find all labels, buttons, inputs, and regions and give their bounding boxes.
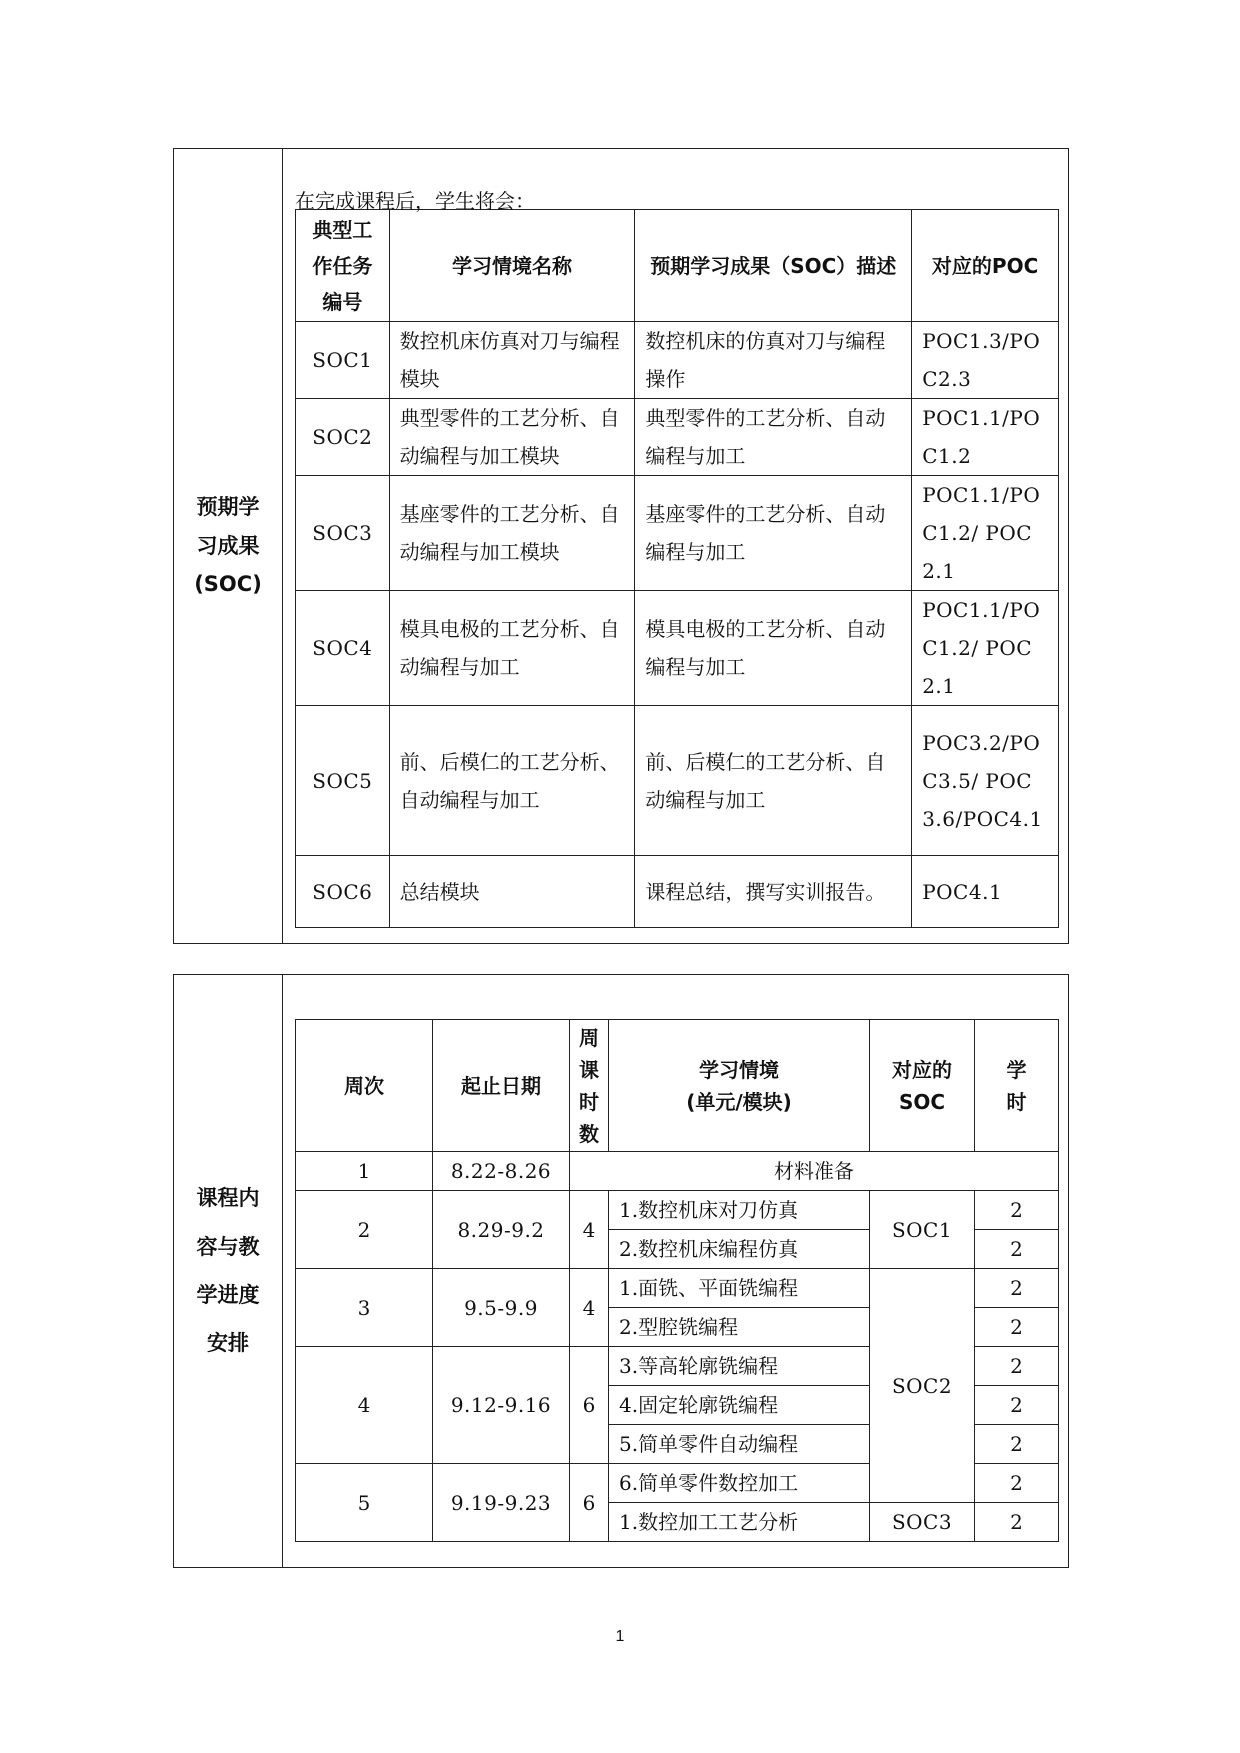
situation-cell: 1.面铣、平面铣编程 — [609, 1269, 870, 1308]
poc-cell: POC1.1/POC1.2/ POC2.1 — [912, 476, 1059, 591]
soc-side-label — [174, 149, 283, 944]
situation-cell: 3.等高轮廓铣编程 — [609, 1347, 870, 1386]
hours-cell: 2 — [975, 1347, 1059, 1386]
header-soc-desc: 预期学习成果（SOC）描述 — [635, 210, 912, 322]
situation-name-cell: 前、后模仁的工艺分析、自动编程与加工 — [389, 706, 635, 856]
poc-cell: POC1.1/POC1.2/ POC2.1 — [912, 591, 1059, 706]
schedule-outer-table — [173, 974, 1069, 1568]
situation-cell: 2.数控机床编程仿真 — [609, 1230, 870, 1269]
week-cell: 2 — [296, 1191, 433, 1269]
situation-cell: 6.简单零件数控加工 — [609, 1464, 870, 1503]
soc-row — [296, 322, 1059, 399]
schedule-table — [295, 1019, 1059, 1542]
dates-cell: 9.5-9.9 — [433, 1269, 570, 1347]
soc-desc-cell: 模具电极的工艺分析、自动编程与加工 — [635, 591, 912, 706]
situation-name-cell: 总结模块 — [389, 856, 635, 928]
side-label-line: (SOC) — [194, 572, 262, 597]
situation-cell: 5.简单零件自动编程 — [609, 1425, 870, 1464]
schedule-side-label — [174, 975, 283, 1568]
header-soc: 对应的 SOC — [870, 1020, 975, 1152]
situation-name-cell: 基座零件的工艺分析、自动编程与加工模块 — [389, 476, 635, 591]
note-cell: 材料准备 — [570, 1152, 1059, 1191]
dates-cell: 8.29-9.2 — [433, 1191, 570, 1269]
week-cell: 3 — [296, 1269, 433, 1347]
dates-cell: 8.22-8.26 — [433, 1152, 570, 1191]
soc-row — [296, 399, 1059, 476]
situation-cell: 1.数控机床对刀仿真 — [609, 1191, 870, 1230]
hours-per-week-cell: 4 — [570, 1191, 609, 1269]
soc-desc-cell: 前、后模仁的工艺分析、自动编程与加工 — [635, 706, 912, 856]
page-number: 1 — [615, 1628, 625, 1645]
header-situation-name: 学习情境名称 — [389, 210, 635, 322]
soc-row — [296, 856, 1059, 928]
hours-cell: 2 — [975, 1230, 1059, 1269]
situation-name-cell: 典型零件的工艺分析、自动编程与加工模块 — [389, 399, 635, 476]
soc-code-cell: SOC3 — [296, 476, 390, 591]
hours-per-week-cell: 6 — [570, 1464, 609, 1542]
soc-desc-cell: 数控机床的仿真对刀与编程操作 — [635, 322, 912, 399]
soc-code-cell: SOC2 — [296, 399, 390, 476]
hours-cell: 2 — [975, 1425, 1059, 1464]
poc-cell: POC3.2/POC3.5/ POC3.6/POC4.1 — [912, 706, 1059, 856]
situation-name-cell: 数控机床仿真对刀与编程模块 — [389, 322, 635, 399]
header-hours-per-week: 周 课 时 数 — [570, 1020, 609, 1152]
week-cell: 1 — [296, 1152, 433, 1191]
dates-cell: 9.19-9.23 — [433, 1464, 570, 1542]
soc-cell: SOC2 — [870, 1269, 975, 1503]
schedule-content-cell — [283, 975, 1069, 1568]
hours-cell: 2 — [975, 1308, 1059, 1347]
situation-cell: 1.数控加工工艺分析 — [609, 1503, 870, 1542]
hours-cell: 2 — [975, 1386, 1059, 1425]
soc-intro: 在完成课程后，学生将会： — [295, 189, 535, 213]
header-week: 周次 — [296, 1020, 433, 1152]
header-dates: 起止日期 — [433, 1020, 570, 1152]
side-label-line: 学进度 — [196, 1283, 260, 1307]
hours-cell: 2 — [975, 1191, 1059, 1230]
week-cell: 4 — [296, 1347, 433, 1464]
hours-per-week-cell: 4 — [570, 1269, 609, 1347]
situation-cell: 2.型腔铣编程 — [609, 1308, 870, 1347]
hours-cell: 2 — [975, 1464, 1059, 1503]
week-cell: 5 — [296, 1464, 433, 1542]
soc-cell: SOC3 — [870, 1503, 975, 1542]
soc-code-cell: SOC1 — [296, 322, 390, 399]
soc-code-cell: SOC6 — [296, 856, 390, 928]
situation-cell: 4.固定轮廓铣编程 — [609, 1386, 870, 1425]
side-label-line: 课程内 — [196, 1186, 260, 1211]
soc-desc-cell: 基座零件的工艺分析、自动编程与加工 — [635, 476, 912, 591]
hours-cell: 2 — [975, 1503, 1059, 1542]
soc-cell: SOC1 — [870, 1191, 975, 1269]
header-task-code: 典型工作任务编号 — [296, 210, 390, 322]
side-label-line: 容与教 — [196, 1234, 260, 1259]
soc-row — [296, 591, 1059, 706]
soc-code-cell: SOC5 — [296, 706, 390, 856]
situation-name-cell: 模具电极的工艺分析、自动编程与加工 — [389, 591, 635, 706]
soc-row — [296, 706, 1059, 856]
soc-desc-cell: 课程总结，撰写实训报告。 — [635, 856, 912, 928]
soc-desc-cell: 典型零件的工艺分析、自动编程与加工 — [635, 399, 912, 476]
header-poc: 对应的POC — [912, 210, 1059, 322]
side-label-line: 习成果 — [196, 533, 260, 558]
soc-content-cell — [283, 149, 1069, 944]
dates-cell: 9.12-9.16 — [433, 1347, 570, 1464]
poc-cell: POC4.1 — [912, 856, 1059, 928]
soc-code-cell: SOC4 — [296, 591, 390, 706]
hours-cell: 2 — [975, 1269, 1059, 1308]
header-hours: 学 时 — [975, 1020, 1059, 1152]
poc-cell: POC1.3/POC2.3 — [912, 322, 1059, 399]
hours-per-week-cell: 6 — [570, 1347, 609, 1464]
poc-cell: POC1.1/POC1.2 — [912, 399, 1059, 476]
header-situation: 学习情境 (单元/模块) — [609, 1020, 870, 1152]
side-label-line: 安排 — [207, 1331, 249, 1356]
side-label-line: 预期学 — [196, 494, 260, 519]
soc-outer-table — [173, 148, 1069, 944]
soc-row — [296, 476, 1059, 591]
soc-table — [295, 209, 1059, 928]
